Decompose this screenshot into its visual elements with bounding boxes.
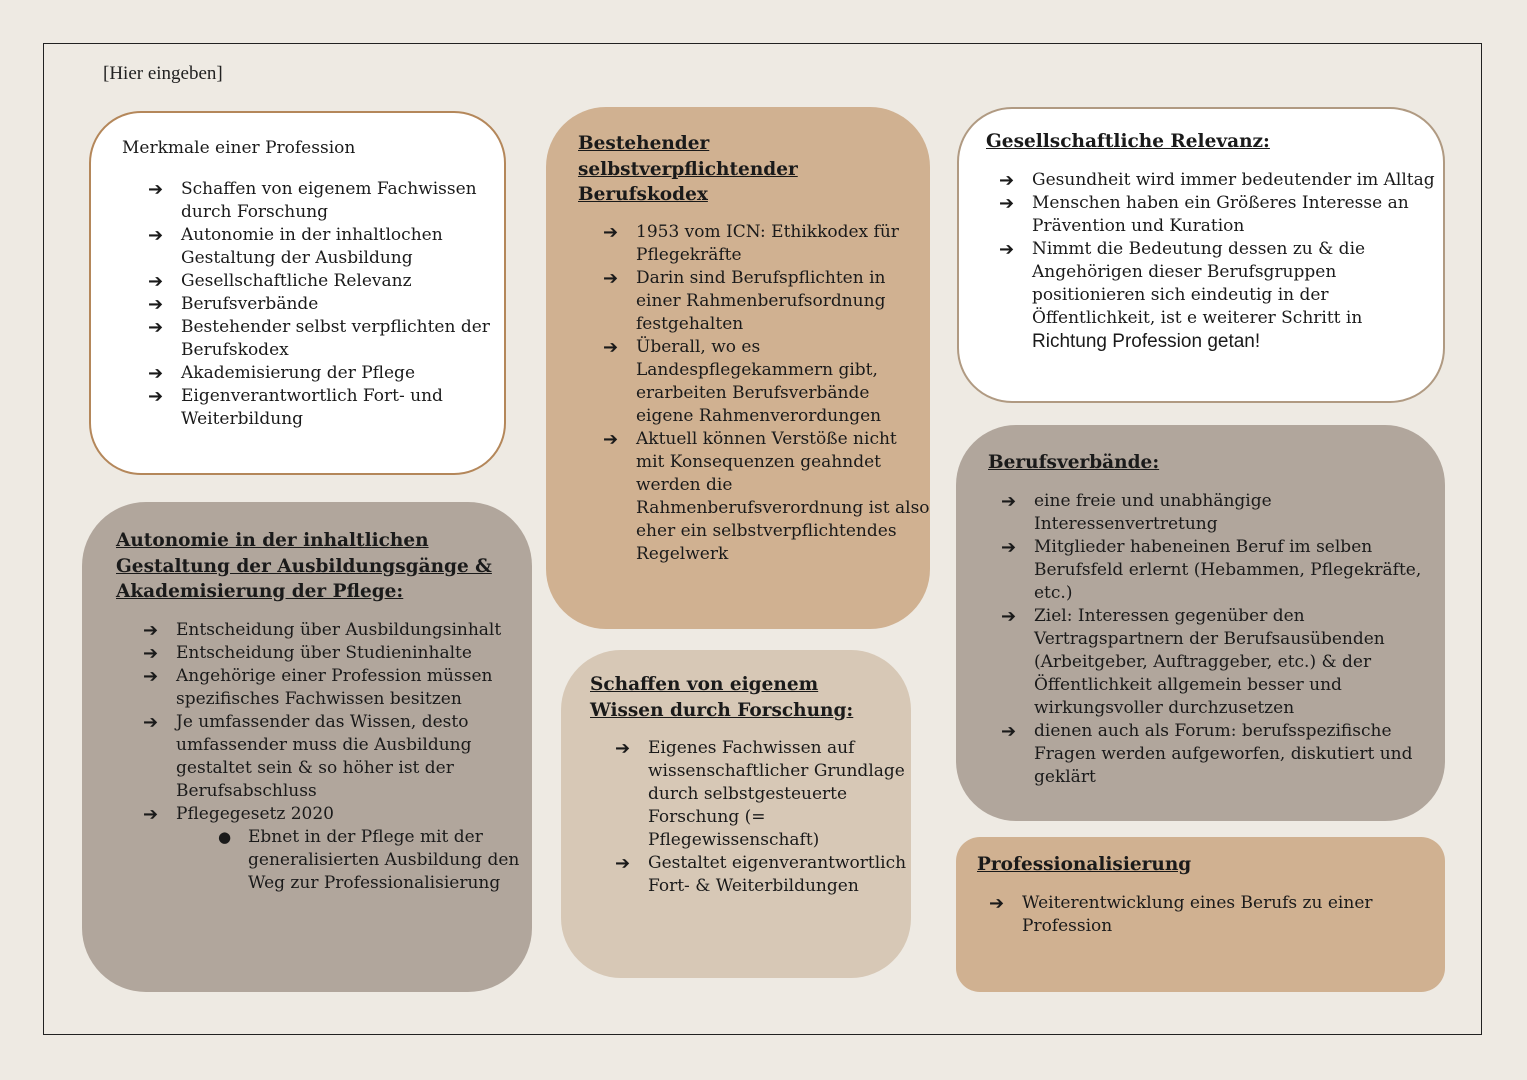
arrow-right-icon: ➔ [1001, 490, 1017, 512]
arrow-right-icon: ➔ [143, 619, 159, 641]
arrow-right-icon: ➔ [989, 892, 1005, 914]
arrow-right-icon: ➔ [999, 192, 1015, 214]
arrow-right-icon: ➔ [148, 224, 164, 246]
list-item: ● Ebnet in der Pflege mit der generalisierten Ausbildung den Weg zur Professionalisierung [218, 826, 520, 893]
arrow-right-icon: ➔ [603, 336, 619, 358]
arrow-right-icon: ➔ [148, 316, 164, 338]
list-item: ➔ Menschen haben ein Größeres Interesse an Prävention und Kuration [999, 192, 1409, 236]
list-item: ➔ 1953 vom ICN: Ethikkodex für Pflegekräfte [603, 221, 899, 265]
arrow-right-icon: ➔ [148, 385, 164, 407]
arrow-right-icon: ➔ [999, 169, 1015, 191]
dot-icon: ● [218, 827, 232, 846]
relevanz-title: Gesellschaftliche Relevanz: [986, 131, 1270, 152]
arrow-right-icon: ➔ [148, 270, 164, 292]
arrow-right-icon: ➔ [603, 428, 619, 450]
forschung-box [561, 650, 911, 978]
list-item: ➔ Bestehender selbst verpflichten der Berufskodex [148, 316, 490, 360]
list-item: ➔ Gesundheit wird immer bedeutender im Alltag [999, 169, 1435, 191]
list-item: ➔ Überall, wo es Landespflegekammern gibt, erarbeiten Berufsverbände eigene Rahmenverordungen [603, 336, 882, 426]
arrow-right-icon: ➔ [143, 803, 159, 825]
list-item: ➔ Nimmt die Bedeutung dessen zu & die Angehörigen dieser Berufsgruppen positionieren sich eindeutig in der Öffentlichkeit, ist e weiterer Schritt in Richtung Profession getan! [999, 238, 1366, 352]
list-item: ➔ Entscheidung über Studieninhalte [143, 642, 472, 664]
list-item: ➔ Berufsverbände [148, 293, 319, 315]
list-item: ➔ Autonomie in der inhaltlochen Gestaltung der Ausbildung [148, 224, 443, 268]
arrow-right-icon: ➔ [1001, 536, 1017, 558]
relevanz-box [957, 107, 1445, 403]
forschung-title: Schaffen von eigenem Wissen durch Forschung: [590, 674, 854, 721]
berufsverbaende-box [956, 425, 1445, 821]
arrow-right-icon: ➔ [603, 221, 619, 243]
arrow-right-icon: ➔ [148, 178, 164, 200]
professionalisierung-box [956, 837, 1445, 992]
berufskodex-box [546, 107, 930, 629]
arrow-right-icon: ➔ [999, 238, 1015, 260]
list-item: ➔ Gestaltet eigenverantwortlich Fort- & Weiterbildungen [615, 853, 907, 897]
list-item: ➔ Weiterentwicklung eines Berufs zu einer Profession [989, 892, 1373, 936]
arrow-right-icon: ➔ [148, 293, 164, 315]
list-item: ➔ Darin sind Berufspflichten in einer Rahmenberufsordnung festgehalten [603, 267, 886, 334]
forschung-list [590, 737, 911, 898]
merkmale-title: Merkmale einer Profession [122, 138, 356, 158]
list-item: ➔ dienen auch als Forum: berufsspezifische Fragen werden aufgeworfen, diskutiert und geklärt [1001, 720, 1413, 787]
autonomie-list [116, 619, 532, 895]
berufskodex-list [578, 221, 930, 566]
arrow-right-icon: ➔ [143, 665, 159, 687]
list-item: ➔ Schaffen von eigenem Fachwissen durch Forschung [148, 178, 477, 222]
autonomie-sublist [176, 826, 532, 895]
relevanz-list [986, 169, 1443, 354]
list-item: ➔ Eigenverantwortlich Fort- und Weiterbildung [148, 385, 443, 429]
list-item: ➔ Gesellschaftliche Relevanz [148, 270, 412, 292]
professionalisierung-title: Professionalisierung [977, 854, 1192, 875]
list-item: ➔ Mitglieder habeneinen Beruf im selben Berufsfeld erlernt (Hebammen, Pflegekräfte, etc.) [1001, 536, 1422, 603]
arrow-right-icon: ➔ [1001, 605, 1017, 627]
berufsverbaende-title: Berufsverbände: [988, 452, 1160, 473]
list-item: ➔ Aktuell können Verstöße nicht mit Konsequenzen geahndet werden die Rahmenberufsverordnung ist also eher ein selbstverpflichtendes Regelwerk [603, 428, 930, 564]
list-item: ➔ Angehörige einer Profession müssen spezifisches Fachwissen besitzen [143, 665, 493, 709]
list-item: ➔ Entscheidung über Ausbildungsinhalt [143, 619, 502, 641]
list-item: ➔ Pflegegesetz 2020 ● Ebnet in der Pflege mit der generalisierten Ausbildung den Weg zur Professionalisierung [176, 803, 532, 895]
arrow-right-icon: ➔ [615, 853, 631, 875]
arrow-right-icon: ➔ [143, 642, 159, 664]
arrow-right-icon: ➔ [148, 362, 164, 384]
relevanz-last-line: Richtung Profession getan! [1032, 330, 1261, 352]
list-item: ➔ eine freie und unabhängige Interessenvertretung [1001, 490, 1272, 534]
berufsverbaende-list [988, 490, 1445, 789]
merkmale-list [122, 178, 504, 431]
arrow-right-icon: ➔ [143, 711, 159, 733]
list-item: ➔ Eigenes Fachwissen auf wissenschaftlicher Grundlage durch selbstgesteuerte Forschung (= Pflegewissenschaft) [615, 738, 905, 851]
list-item: ➔ Ziel: Interessen gegenüber den Vertragspartnern der Berufsausübenden (Arbeitgeber, Auftraggeber, etc.) & der Öffentlichkeit allgemein besser und wirkungsvoller durchzusetzen [1001, 605, 1385, 718]
autonomie-box [82, 502, 532, 992]
list-item: ➔ Akademisierung der Pflege [148, 362, 415, 384]
arrow-right-icon: ➔ [603, 267, 619, 289]
autonomie-title: Autonomie in der inhaltlichen Gestaltung der Ausbildungsgänge & Akademisierung der Pflege: [116, 530, 492, 603]
list-item: ➔ Je umfassender das Wissen, desto umfassender muss die Ausbildung gestaltet sein & so höher ist der Berufsabschluss [143, 711, 472, 801]
professionalisierung-list [977, 892, 1445, 938]
merkmale-box [89, 111, 506, 475]
berufskodex-title: Bestehender selbstverpflichtender Berufskodex [578, 133, 798, 206]
arrow-right-icon: ➔ [1001, 720, 1017, 742]
arrow-right-icon: ➔ [615, 738, 631, 760]
placeholder-header[interactable]: [Hier eingeben] [103, 63, 223, 84]
